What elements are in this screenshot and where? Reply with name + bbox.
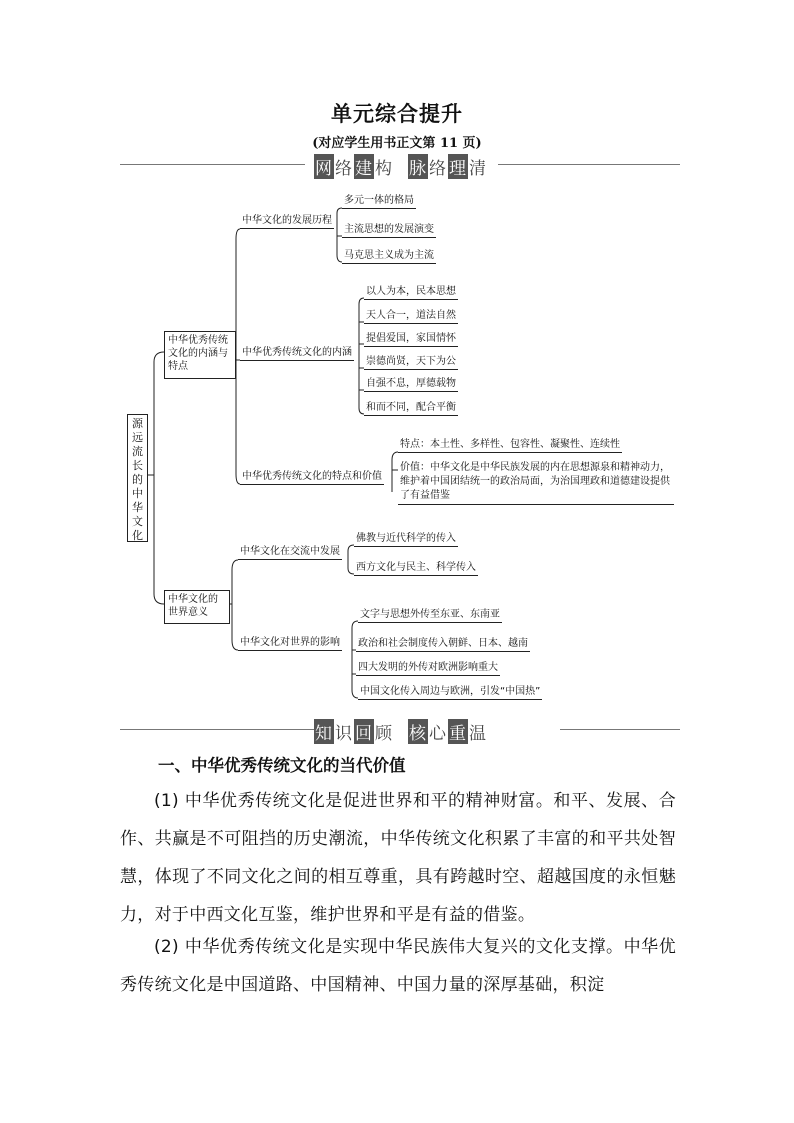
b1s2-item-3: 提倡爱国，家国情怀: [364, 333, 458, 347]
banner-char: 识: [335, 724, 353, 744]
branch2-sub1: 中华文化在交流中发展: [238, 546, 342, 560]
banner-char: 知: [314, 719, 334, 744]
b2s1-item-1: 佛教与近代科学的传入: [354, 533, 458, 547]
b1s3-item-1: 特点：本土性、多样性、包容性、凝聚性、连续性: [398, 439, 622, 453]
banner-char: 理: [448, 154, 468, 179]
b2s2-item-2: 政治和社会制度传入朝鲜、日本、越南: [356, 638, 530, 652]
banner-char: 脉: [408, 154, 428, 179]
b1s2-item-4: 崇德尚贤，天下为公: [364, 356, 458, 370]
section-heading: 一、中华优秀传统文化的当代价值: [158, 756, 406, 775]
branch1-node: 中华优秀传统文化的内涵与特点: [164, 331, 236, 379]
banner-char: 络: [429, 159, 447, 179]
b1s1-item-1: 多元一体的格局: [342, 195, 416, 209]
banner-char: 心: [429, 724, 447, 744]
b1s2-item-2: 天人合一，道法自然: [364, 310, 458, 324]
b1s1-item-3: 马克思主义成为主流: [342, 250, 436, 264]
banner-text: [120, 719, 680, 744]
b1s2-item-6: 和而不同，配合平衡: [364, 402, 458, 416]
banner-char: 构: [375, 159, 393, 179]
paragraph-2: (2) 中华优秀传统文化是实现中华民族伟大复兴的文化支撑。中华优秀传统文化是中国道路、中国精神、中国力量的深厚基础，积淀: [120, 937, 676, 995]
b2s2-item-3: 四大发明的外传对欧洲影响重大: [356, 662, 500, 676]
banner-char: 回: [354, 719, 374, 744]
banner-char: 建: [354, 154, 374, 179]
branch2-sub2: 中华文化对世界的影响: [238, 637, 342, 651]
b1s2-item-5: 自强不息，厚德载物: [364, 378, 458, 392]
banner-char: 重: [448, 719, 468, 744]
b2s1-item-2: 西方文化与民主、科学传入: [354, 562, 478, 576]
page-subtitle: (对应学生用书正文第 11 页): [312, 136, 482, 151]
branch1-sub3: 中华优秀传统文化的特点和价值: [240, 471, 384, 485]
page-title: 单元综合提升: [331, 102, 463, 126]
b1s3-item-2: 价值：中华文化是中华民族发展的内在思想源泉和精神动力，维护着中国团结统一的政治局面，为治国理政和道德建设提供了有益借鉴: [398, 461, 674, 505]
banner-char: 网: [314, 154, 334, 179]
branch1-sub2: 中华优秀传统文化的内涵: [240, 347, 354, 361]
branch2-node: 中华文化的世界意义: [164, 590, 230, 624]
paragraph-1: (1) 中华优秀传统文化是促进世界和平的精神财富。和平、发展、合作、共赢是不可阻挡的历史潮流，中华传统文化积累了丰富的和平共处智慧，体现了不同文化之间的相互尊重，具有跨越时空、超越国度的永恒魅力，对于中西文化互鉴，维护世界和平是有益的借鉴。: [120, 791, 676, 925]
branch1-sub1: 中华文化的发展历程: [240, 215, 334, 229]
banner-char: 顾: [375, 724, 393, 744]
b2s2-item-4: 中国文化传入周边与欧洲，引发“中国热”: [358, 686, 542, 700]
b2s2-item-1: 文字与思想外传至东亚、东南亚: [358, 609, 502, 623]
banner-char: 络: [335, 159, 353, 179]
banner-char: 温: [469, 724, 487, 744]
b1s2-item-1: 以人为本，民本思想: [364, 286, 458, 300]
section-banner-review: [120, 717, 680, 743]
b1s1-item-2: 主流思想的发展演变: [342, 224, 436, 238]
root-node: 源远流长的中华文化: [127, 414, 148, 542]
banner-char: 核: [408, 719, 428, 744]
banner-char: 清: [469, 159, 487, 179]
